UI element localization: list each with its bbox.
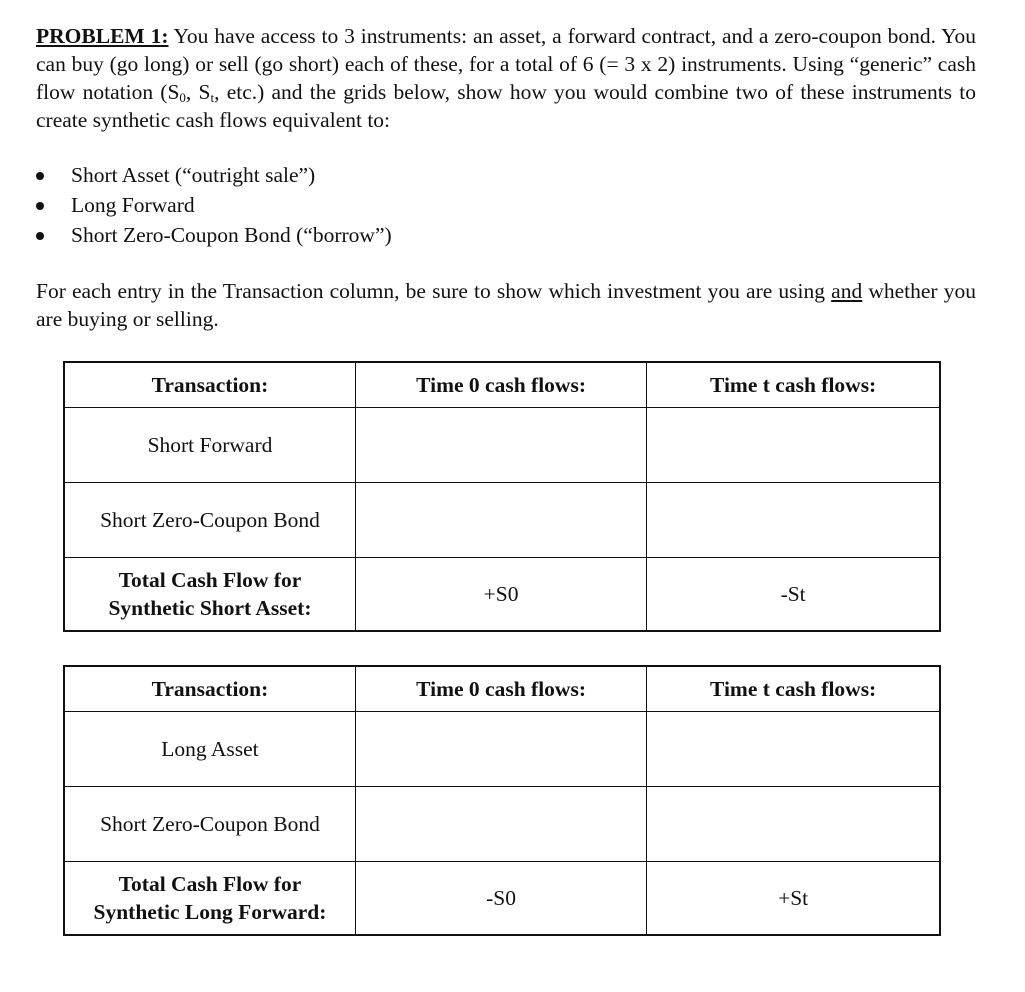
total-label-cell <box>64 558 355 632</box>
grid-header-row <box>64 666 940 712</box>
header-time0: Time 0 cash flows: <box>355 362 646 408</box>
instructions-underlined-word: and <box>831 279 863 303</box>
total-timet-cell: -St <box>647 558 940 632</box>
total-time0-cell: -S0 <box>355 862 646 936</box>
total-label-cell <box>64 862 355 936</box>
instructions <box>36 277 976 333</box>
problem-intro-part1: You have access to 3 instruments: an asset, a forward contract, and a zero-coupon bond. You can buy (go long) or sell (go short) each of these, for a total of 6 (= 3 x 2) instruments. Using “generic” cash flow notation (S <box>36 24 976 104</box>
timet-cell[interactable] <box>647 787 940 862</box>
synthetic-short-asset-grid <box>63 361 941 632</box>
header-timet: Time t cash flows: <box>647 362 940 408</box>
total-label-line2: Synthetic Long Forward: <box>93 900 327 924</box>
time0-cell[interactable] <box>355 787 646 862</box>
time0-cell[interactable] <box>355 408 646 483</box>
header-transaction: Transaction: <box>64 666 355 712</box>
synthetic-long-forward-grid <box>63 665 941 936</box>
grid-header-row <box>64 362 940 408</box>
problem-label: PROBLEM 1: <box>36 24 169 48</box>
time0-cell[interactable] <box>355 483 646 558</box>
problem-intro-part2: , S <box>185 80 211 104</box>
problem-statement <box>36 22 976 134</box>
total-timet-cell: +St <box>647 862 940 936</box>
bullet-dot-icon <box>36 202 44 210</box>
list-item <box>36 220 976 250</box>
subscript-t: t <box>210 90 215 105</box>
list-item-text: Long Forward <box>71 193 195 217</box>
total-label-line1: Total Cash Flow for <box>118 568 302 592</box>
document-page <box>36 22 976 333</box>
timet-cell[interactable] <box>647 408 940 483</box>
total-row <box>64 558 940 632</box>
list-item <box>36 190 976 220</box>
transaction-cell: Short Forward <box>64 408 355 483</box>
bullet-dot-icon <box>36 232 44 240</box>
instructions-text-after: whether you are buying or selling. <box>36 279 976 331</box>
transaction-cell: Short Zero-Coupon Bond <box>64 787 355 862</box>
total-label-line2: Synthetic Short Asset: <box>108 596 312 620</box>
total-row <box>64 862 940 936</box>
total-time0-cell: +S0 <box>355 558 646 632</box>
header-transaction: Transaction: <box>64 362 355 408</box>
target-positions-list <box>36 160 976 250</box>
table-row <box>64 712 940 787</box>
header-timet: Time t cash flows: <box>647 666 940 712</box>
problem-intro-part3: , etc.) and the grids below, show how you would combine two of these instruments to create synthetic cash flows equivalent to: <box>36 80 976 132</box>
list-item-text: Short Zero-Coupon Bond (“borrow”) <box>71 223 392 247</box>
table-row <box>64 483 940 558</box>
time0-cell[interactable] <box>355 712 646 787</box>
subscript-zero: 0 <box>179 90 186 105</box>
transaction-cell: Long Asset <box>64 712 355 787</box>
list-item <box>36 160 976 190</box>
list-item-text: Short Asset (“outright sale”) <box>71 163 316 187</box>
table-row <box>64 408 940 483</box>
header-time0: Time 0 cash flows: <box>355 666 646 712</box>
transaction-cell: Short Zero-Coupon Bond <box>64 483 355 558</box>
timet-cell[interactable] <box>647 483 940 558</box>
table-row <box>64 787 940 862</box>
timet-cell[interactable] <box>647 712 940 787</box>
bullet-dot-icon <box>36 172 44 180</box>
instructions-text-before: For each entry in the Transaction column, be sure to show which investment you are using <box>36 279 832 303</box>
total-label-line1: Total Cash Flow for <box>118 872 302 896</box>
